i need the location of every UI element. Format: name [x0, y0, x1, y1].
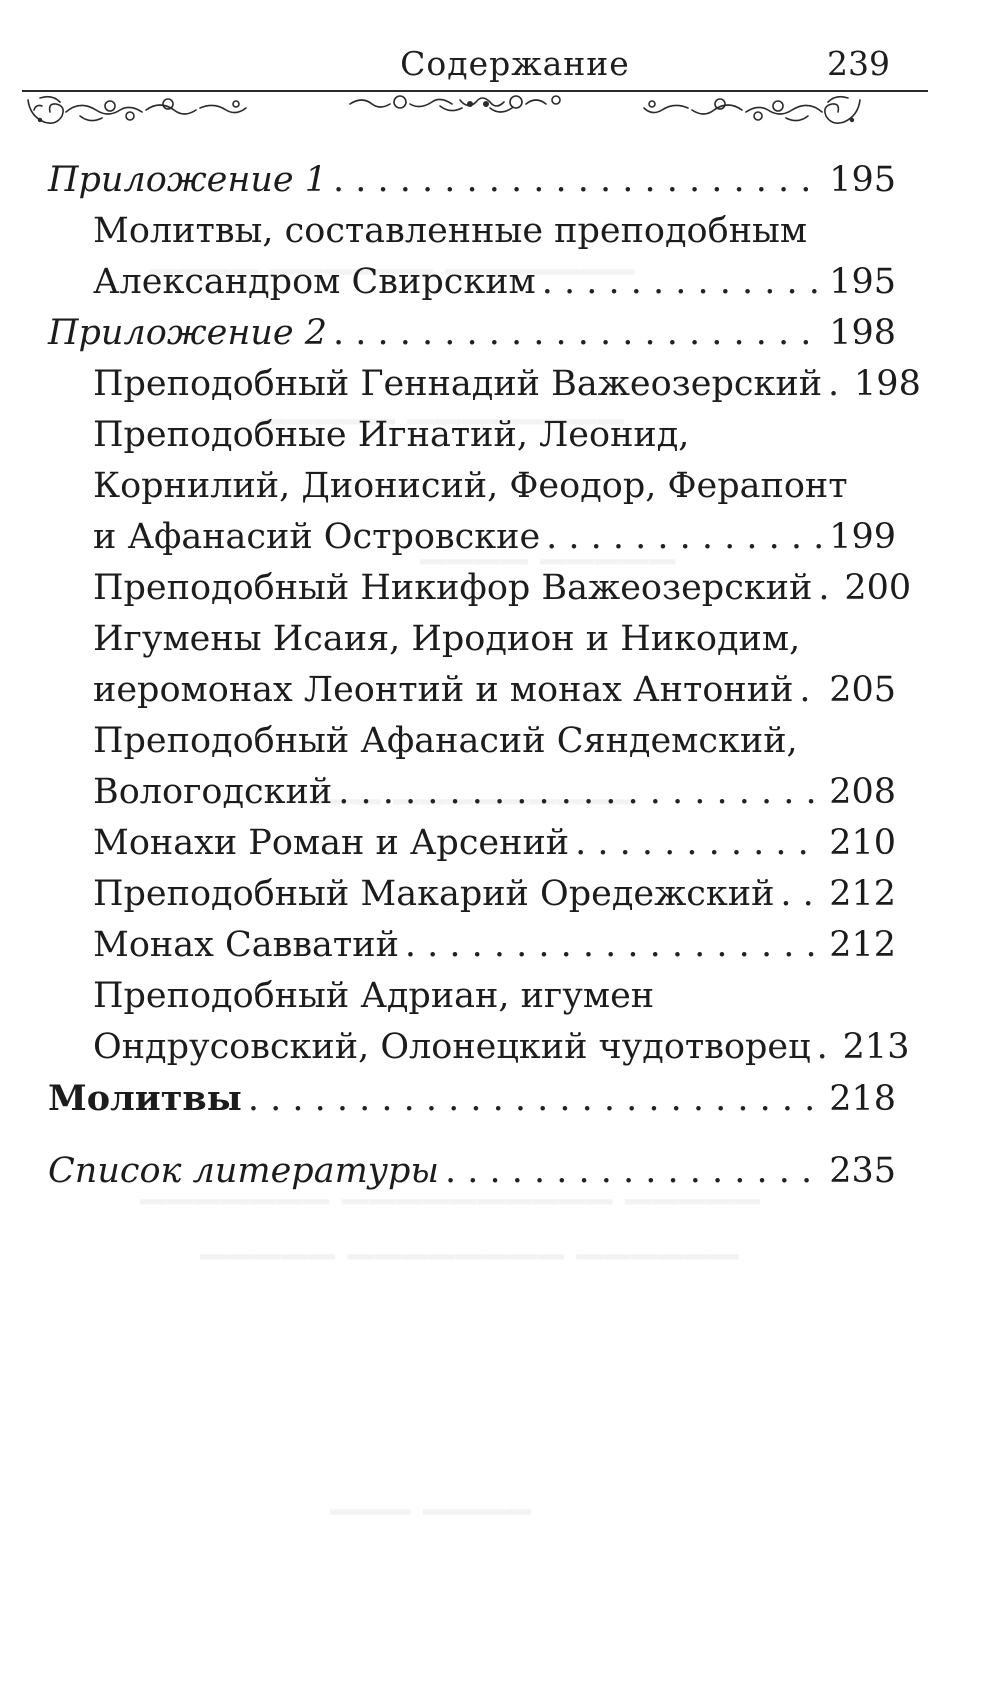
toc-entry-line[interactable]	[48, 410, 896, 461]
toc-entry-adrian[interactable]	[48, 1022, 910, 1073]
page-number: 239	[827, 44, 890, 83]
toc-entry-title: Монах Савватий	[93, 925, 399, 965]
toc-entry-afanasy-syandemsky[interactable]	[48, 767, 896, 818]
dot-leader	[248, 1074, 823, 1125]
toc-entry-line[interactable]	[48, 614, 896, 665]
toc-entry-appendix-1[interactable]	[48, 155, 896, 206]
toc-entry-page: 198	[829, 313, 896, 353]
toc-entry-title: Корнилий, Дионисий, Феодор, Ферапонт	[93, 466, 848, 506]
toc-entry-page: 199	[829, 517, 896, 557]
toc-entry-title: Молитвы, составленные преподобным	[93, 211, 808, 251]
toc-entry-title: и Афанасий Островские	[93, 517, 541, 557]
toc-entry-title: иеромонах Леонтий и монах Антоний	[93, 670, 794, 710]
toc-entry-title: Преподобный Макарий Оредежский	[93, 874, 775, 914]
bleed-through-texture	[330, 1470, 532, 1520]
toc-entry-title: Александром Свирским	[93, 262, 536, 302]
toc-entry-savvaty[interactable]	[48, 920, 896, 971]
toc-entry-page: 213	[842, 1027, 910, 1067]
toc-entry-page: 200	[844, 568, 912, 608]
toc-entry-title: Приложение 2	[48, 313, 328, 353]
toc-entry-gennady[interactable]	[48, 359, 921, 410]
toc-entry-page: 195	[829, 160, 896, 200]
toc-entry-title: Преподобный Адриан, игумен	[93, 976, 655, 1016]
dot-leader	[405, 920, 823, 971]
dot-leader	[333, 155, 823, 206]
toc-entry-page: 218	[829, 1079, 896, 1119]
running-title: Содержание	[400, 44, 630, 83]
dot-leader	[818, 563, 838, 614]
right-flourish-icon	[644, 97, 860, 123]
left-flourish-icon	[28, 97, 246, 123]
toc-entry-title: Приложение 1	[48, 160, 328, 200]
table-of-contents	[48, 155, 921, 1197]
dot-leader	[817, 1022, 837, 1073]
center-flourish-icon	[350, 96, 560, 112]
dot-leader	[799, 665, 823, 716]
dot-leader	[546, 512, 823, 563]
toc-entry-bibliography[interactable]	[48, 1146, 896, 1197]
bleed-through-texture	[200, 1215, 739, 1265]
toc-entry-page: 198	[854, 364, 921, 404]
dot-leader	[338, 767, 823, 818]
dot-leader	[780, 869, 823, 920]
toc-entry-prayers[interactable]	[48, 1073, 896, 1124]
dot-leader	[542, 257, 823, 308]
dot-leader	[333, 308, 823, 359]
toc-entry-title: Монахи Роман и Арсений	[93, 823, 570, 863]
toc-entry-title: Молитвы	[48, 1078, 242, 1119]
dot-leader	[828, 359, 848, 410]
dot-leader	[575, 818, 823, 869]
toc-entry-title: Преподобный Геннадий Важеозерский	[93, 364, 823, 404]
header-ornament-icon	[0, 80, 1000, 140]
toc-entry-page: 208	[829, 772, 896, 812]
toc-entry-line[interactable]	[48, 716, 896, 767]
toc-entry-nikifor[interactable]	[48, 563, 912, 614]
toc-entry-page: 212	[829, 925, 896, 965]
toc-entry-page: 212	[829, 874, 896, 914]
toc-entry-title: Преподобные Игнатий, Леонид,	[93, 415, 690, 455]
toc-entry-title: Вологодский	[93, 772, 333, 812]
toc-entry-title: Преподобный Афанасий Сяндемский,	[93, 721, 798, 761]
toc-entry-title: Список литературы	[48, 1151, 439, 1191]
toc-entry-igumens[interactable]	[48, 665, 896, 716]
toc-entry-line[interactable]	[48, 461, 896, 512]
toc-entry-roman-arseny[interactable]	[48, 818, 896, 869]
dot-leader	[445, 1146, 823, 1197]
toc-entry-prayers-alexander-svirsky[interactable]	[48, 257, 896, 308]
toc-entry-page: 205	[829, 670, 896, 710]
toc-entry-title: Ондрусовский, Олонецкий чудотворец	[93, 1027, 811, 1067]
toc-entry-makary[interactable]	[48, 869, 896, 920]
toc-entry-page: 235	[829, 1151, 896, 1191]
toc-entry-appendix-2[interactable]	[48, 308, 896, 359]
toc-entry-page: 195	[829, 262, 896, 302]
toc-entry-title: Игумены Исаия, Иродион и Никодим,	[93, 619, 801, 659]
toc-entry-title: Преподобный Никифор Важеозерский	[93, 568, 813, 608]
toc-entry-line[interactable]	[48, 206, 896, 257]
page-header	[0, 0, 1000, 150]
toc-entry-page: 210	[829, 823, 896, 863]
toc-entry-line[interactable]	[48, 971, 896, 1022]
toc-entry-ostrovskie[interactable]	[48, 512, 896, 563]
